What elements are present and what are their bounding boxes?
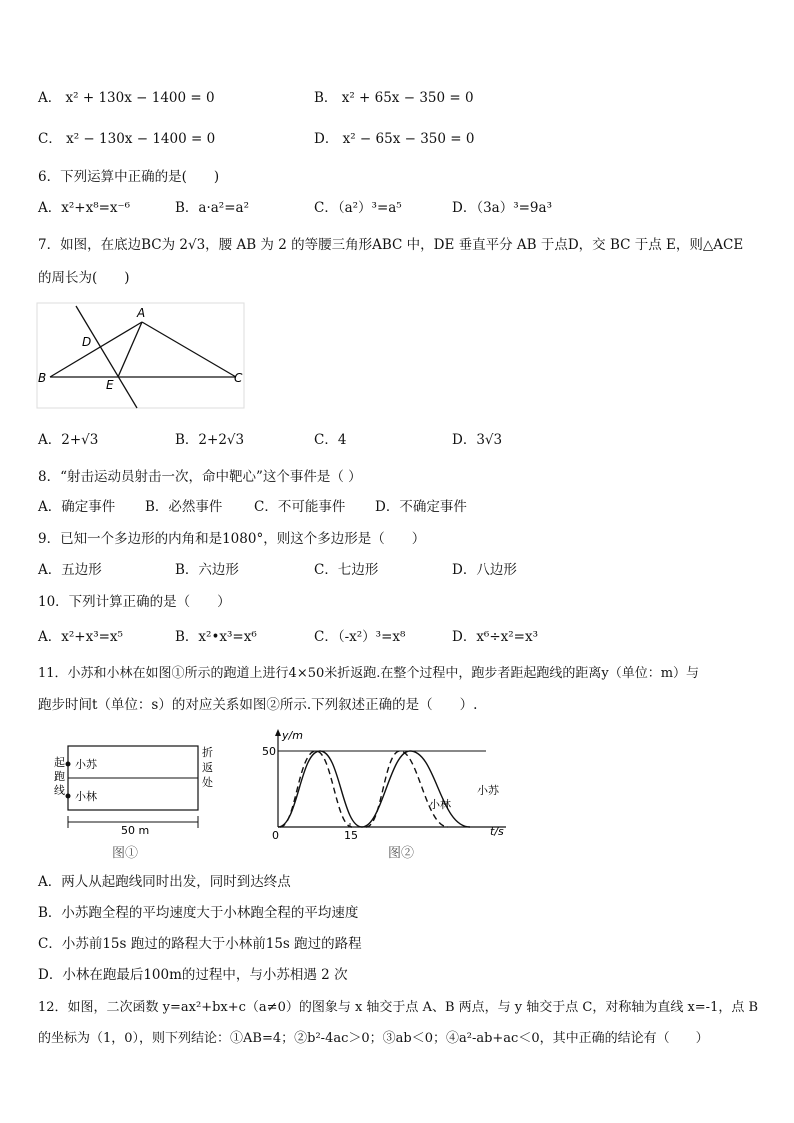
q6-option-c: C．（a²）³=a⁵: [314, 200, 402, 216]
q5-option-d: D． x² − 65x − 350 = 0: [314, 131, 475, 147]
q10-option-c: C．（-x²）³=x⁸: [314, 629, 406, 645]
q7-option-a: A．2+√3: [38, 432, 99, 448]
q6-option-d: D．（3a）³=9a³: [452, 200, 552, 216]
q8-option-d: D．不确定事件: [375, 499, 467, 515]
figure-2-caption: 图②: [388, 846, 415, 861]
q7-option-c: C．4: [314, 432, 347, 448]
runner-top-label: 小苏: [75, 758, 97, 771]
q5-option-b: B． x² + 65x − 350 = 0: [314, 90, 474, 106]
turn-point-label-2: 返: [202, 761, 213, 774]
q10-option-d: D．x⁶÷x²=x³: [452, 629, 539, 645]
perpendicular-bisector-de: [76, 306, 137, 408]
q10-option-b: B．x²•x³=x⁶: [175, 629, 257, 645]
x-axis-label: t/s: [490, 825, 504, 838]
y-axis-label: y/m: [282, 729, 303, 742]
q6-option-b: B．a·a²=a²: [175, 200, 249, 216]
legend-xiaolin: 小林: [429, 798, 451, 811]
q12-stem-line-1: 12．如图，二次函数 y=ax²+bx+c（a≠0）的图象与 x 轴交于点 A、B 两点，与 y 轴交于点 C，对称轴为直线 x=-1，点 B: [38, 1000, 759, 1015]
q7-stem-line-1: 7．如图，在底边BC为 2√3，腰 AB 为 2 的等腰三角形ABC 中，DE 垂直平分 AB 于点D，交 BC 于点 E，则△ACE: [38, 237, 744, 253]
q10-option-a: A．x²+x³=x⁵: [38, 629, 123, 645]
series-xiaosu-curve: [278, 751, 470, 827]
q11-option-a: A．两人从起跑线同时出发，同时到达终点: [38, 874, 291, 890]
turn-point-label-3: 处: [202, 776, 213, 789]
segment-ab: [50, 322, 142, 377]
q11-option-c: C．小苏前15s 跑过的路程大于小林前15s 跑过的路程: [38, 936, 362, 952]
distance-label: 50 m: [121, 824, 150, 837]
label-c: C: [234, 371, 243, 385]
series-xiaolin-curve-2: [366, 751, 448, 827]
segment-ae: [118, 322, 142, 377]
turn-point-label-1: 折: [202, 746, 213, 759]
runner-dot-top: [66, 762, 71, 767]
q9-stem: 9．已知一个多边形的内角和是1080°，则这个多边形是（ ）: [38, 531, 426, 547]
q6-stem: 6．下列运算中正确的是( ): [38, 169, 220, 185]
figure-1-caption: 图①: [112, 846, 139, 861]
q9-option-b: B．六边形: [175, 562, 239, 578]
label-e: E: [106, 378, 114, 392]
start-line-label-3: 线: [54, 784, 65, 797]
q9-option-a: A．五边形: [38, 562, 102, 578]
q12-stem-line-2: 的坐标为（1，0），则下列结论：①AB=4；②b²-4ac＞0；③ab＜0；④a²-ab+ac＜0，其中正确的结论有（ ）: [38, 1031, 709, 1046]
q6-option-a: A．x²+x⁸=x⁻⁶: [38, 200, 131, 216]
y-tick-label-50: 50: [262, 745, 276, 758]
runner-bottom-label: 小林: [75, 790, 97, 803]
x-tick-label-15: 15: [344, 829, 358, 842]
q7-triangle-figure: [36, 302, 246, 410]
q11-track-figure: [44, 738, 244, 838]
q9-option-d: D．八边形: [452, 562, 517, 578]
q8-option-c: C．不可能事件: [254, 499, 346, 515]
label-d: D: [82, 335, 92, 349]
q8-option-a: A．确定事件: [38, 499, 116, 515]
segment-ac: [142, 322, 236, 377]
q9-option-c: C．七边形: [314, 562, 379, 578]
label-a: A: [137, 306, 146, 320]
q8-stem: 8．“射击运动员射击一次，命中靶心”这个事件是（ ）: [38, 469, 362, 485]
y-axis-arrow: [275, 729, 281, 736]
q11-option-d: D．小林在跑最后100m的过程中，与小苏相遇 2 次: [38, 967, 348, 983]
q7-stem-line-2: 的周长为( ): [38, 270, 130, 286]
q11-stem-line-2: 跑步时间t（单位：s）的对应关系如图②所示.下列叙述正确的是（ ）.: [38, 697, 478, 713]
q11-option-b: B．小苏跑全程的平均速度大于小林跑全程的平均速度: [38, 905, 359, 921]
q8-option-b: B．必然事件: [145, 499, 223, 515]
q11-distance-time-graph: [258, 727, 508, 842]
start-line-label-1: 起: [54, 756, 65, 769]
q5-option-a: A． x² + 130x − 1400 = 0: [38, 90, 215, 106]
label-b: B: [38, 371, 47, 385]
start-line-label-2: 跑: [54, 770, 65, 783]
q5-option-c: C． x² − 130x − 1400 = 0: [38, 131, 216, 147]
q10-stem: 10．下列计算正确的是（ ）: [38, 594, 231, 610]
q7-option-b: B．2+2√3: [175, 432, 245, 448]
q7-option-d: D．3√3: [452, 432, 503, 448]
runner-dot-bottom: [66, 794, 71, 799]
q11-stem-line-1: 11．小苏和小林在如图①所示的跑道上进行4×50米折返跑.在整个过程中，跑步者距起跑线的距离y（单位：m）与: [38, 666, 700, 681]
legend-xiaosu: 小苏: [477, 784, 499, 797]
origin-label: 0: [272, 829, 279, 842]
